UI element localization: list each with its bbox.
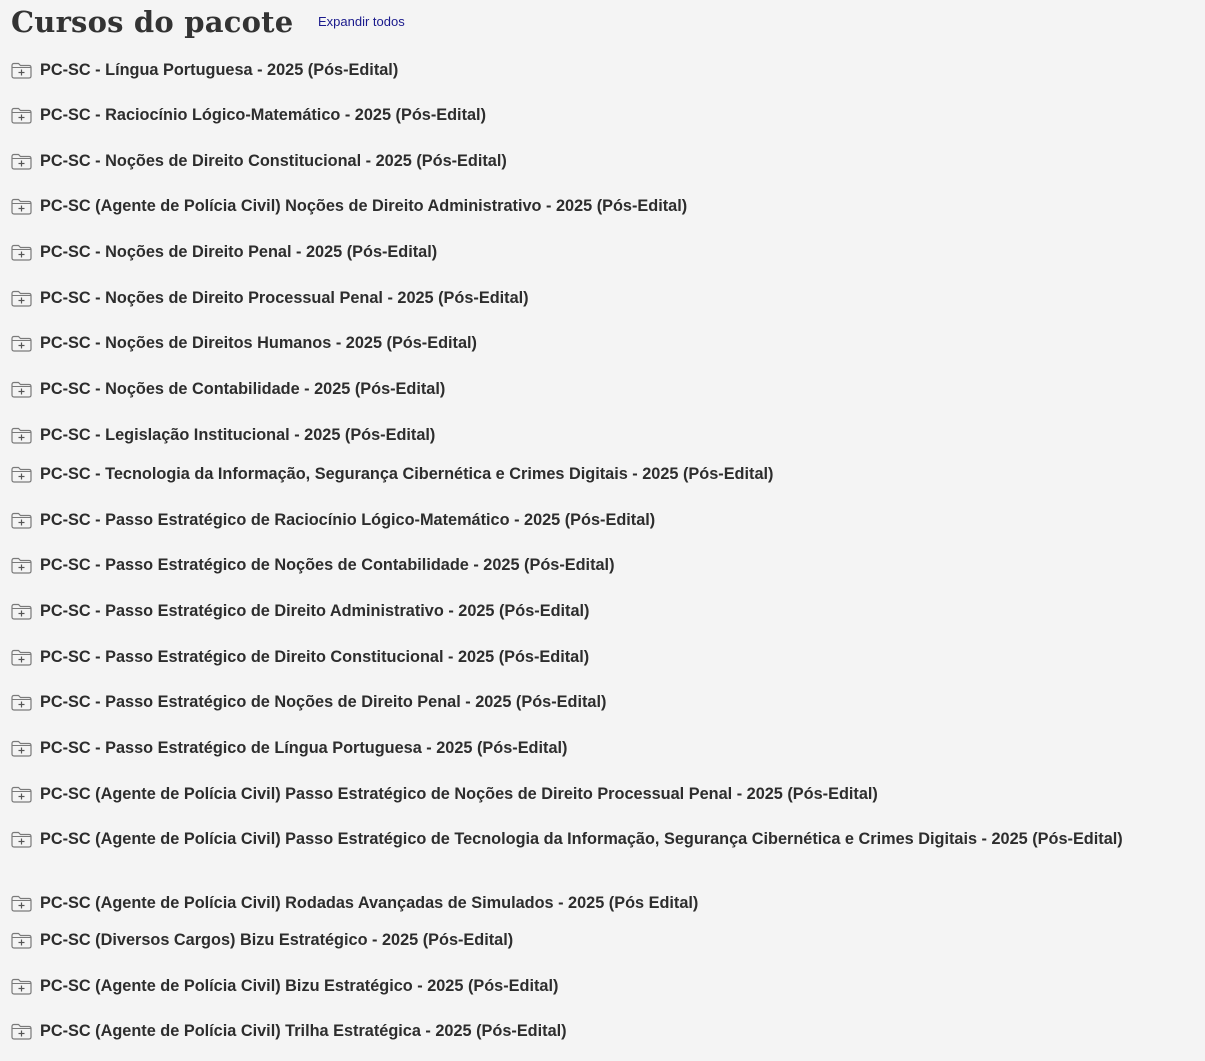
course-label: PC-SC - Noções de Direitos Humanos - 2025 (Pós-Edital) bbox=[40, 334, 477, 352]
folder-plus-icon[interactable] bbox=[11, 831, 32, 848]
course-label: PC-SC - Passo Estratégico de Língua Portuguesa - 2025 (Pós-Edital) bbox=[40, 739, 568, 757]
course-item[interactable] bbox=[11, 243, 1181, 262]
folder-plus-icon[interactable] bbox=[11, 557, 32, 574]
folder-plus-icon[interactable] bbox=[11, 694, 32, 711]
course-item[interactable] bbox=[11, 106, 1181, 125]
folder-plus-icon[interactable] bbox=[11, 932, 32, 949]
course-item[interactable] bbox=[11, 334, 1181, 353]
folder-plus-icon[interactable] bbox=[11, 1023, 32, 1040]
course-item[interactable] bbox=[11, 426, 1181, 445]
course-label: PC-SC (Agente de Polícia Civil) Trilha Estratégica - 2025 (Pós-Edital) bbox=[40, 1022, 567, 1040]
folder-plus-icon[interactable] bbox=[11, 786, 32, 803]
course-label: PC-SC - Raciocínio Lógico-Matemático - 2025 (Pós-Edital) bbox=[40, 106, 486, 124]
folder-plus-icon[interactable] bbox=[11, 603, 32, 620]
course-label: PC-SC - Passo Estratégico de Noções de Contabilidade - 2025 (Pós-Edital) bbox=[40, 556, 615, 574]
folder-plus-icon[interactable] bbox=[11, 978, 32, 995]
folder-plus-icon[interactable] bbox=[11, 512, 32, 529]
folder-plus-icon[interactable] bbox=[11, 290, 32, 307]
course-item[interactable] bbox=[11, 602, 1181, 621]
course-item[interactable] bbox=[11, 152, 1181, 171]
course-item[interactable] bbox=[11, 511, 1181, 530]
course-label: PC-SC - Língua Portuguesa - 2025 (Pós-Edital) bbox=[40, 61, 399, 79]
course-item[interactable] bbox=[11, 61, 1181, 80]
course-label: PC-SC - Noções de Direito Processual Penal - 2025 (Pós-Edital) bbox=[40, 289, 529, 307]
course-label: PC-SC - Passo Estratégico de Direito Constitucional - 2025 (Pós-Edital) bbox=[40, 648, 590, 666]
course-item[interactable] bbox=[11, 830, 1181, 849]
course-label: PC-SC - Tecnologia da Informação, Segurança Cibernética e Crimes Digitais - 2025 (Pós-Edital) bbox=[40, 465, 774, 483]
course-item[interactable] bbox=[11, 648, 1181, 667]
folder-plus-icon[interactable] bbox=[11, 649, 32, 666]
folder-plus-icon[interactable] bbox=[11, 740, 32, 757]
course-label: PC-SC - Passo Estratégico de Noções de Direito Penal - 2025 (Pós-Edital) bbox=[40, 693, 607, 711]
folder-plus-icon[interactable] bbox=[11, 153, 32, 170]
folder-plus-icon[interactable] bbox=[11, 381, 32, 398]
course-item[interactable] bbox=[11, 556, 1181, 575]
expand-all-link[interactable]: Expandir todos bbox=[318, 14, 405, 29]
course-item[interactable] bbox=[11, 380, 1181, 399]
course-item[interactable] bbox=[11, 739, 1181, 758]
course-label: PC-SC (Diversos Cargos) Bizu Estratégico - 2025 (Pós-Edital) bbox=[40, 931, 514, 949]
course-item[interactable] bbox=[11, 693, 1181, 712]
course-item[interactable] bbox=[11, 465, 1181, 484]
course-item[interactable] bbox=[11, 197, 1181, 216]
folder-plus-icon[interactable] bbox=[11, 427, 32, 444]
course-label: PC-SC - Passo Estratégico de Raciocínio Lógico-Matemático - 2025 (Pós-Edital) bbox=[40, 511, 656, 529]
folder-plus-icon[interactable] bbox=[11, 335, 32, 352]
folder-plus-icon[interactable] bbox=[11, 198, 32, 215]
course-label: PC-SC (Agente de Polícia Civil) Rodadas Avançadas de Simulados - 2025 (Pós Edital) bbox=[40, 894, 699, 912]
course-label: PC-SC (Agente de Polícia Civil) Noções de Direito Administrativo - 2025 (Pós-Edital) bbox=[40, 197, 688, 215]
course-label: PC-SC (Agente de Polícia Civil) Passo Estratégico de Noções de Direito Processual Penal - 2025 (Pós-Edital) bbox=[40, 785, 878, 803]
course-item[interactable] bbox=[11, 931, 1181, 950]
course-label: PC-SC - Noções de Contabilidade - 2025 (Pós-Edital) bbox=[40, 380, 446, 398]
course-item[interactable] bbox=[11, 977, 1181, 996]
course-label: PC-SC - Noções de Direito Penal - 2025 (Pós-Edital) bbox=[40, 243, 438, 261]
folder-plus-icon[interactable] bbox=[11, 62, 32, 79]
folder-plus-icon[interactable] bbox=[11, 466, 32, 483]
folder-plus-icon[interactable] bbox=[11, 244, 32, 261]
course-item[interactable] bbox=[11, 894, 1181, 913]
folder-plus-icon[interactable] bbox=[11, 107, 32, 124]
page-title: Cursos do pacote bbox=[11, 5, 294, 39]
course-item[interactable] bbox=[11, 289, 1181, 308]
course-item[interactable] bbox=[11, 785, 1181, 804]
course-label: PC-SC - Passo Estratégico de Direito Administrativo - 2025 (Pós-Edital) bbox=[40, 602, 590, 620]
course-label: PC-SC - Legislação Institucional - 2025 (Pós-Edital) bbox=[40, 426, 436, 444]
folder-plus-icon[interactable] bbox=[11, 895, 32, 912]
course-item[interactable] bbox=[11, 1022, 1181, 1041]
course-label: PC-SC (Agente de Polícia Civil) Passo Estratégico de Tecnologia da Informação, Segurança Cibernética e Crimes Digitais - 2025 (Pós-Edital) bbox=[40, 830, 1123, 848]
course-label: PC-SC - Noções de Direito Constitucional - 2025 (Pós-Edital) bbox=[40, 152, 507, 170]
course-label: PC-SC (Agente de Polícia Civil) Bizu Estratégico - 2025 (Pós-Edital) bbox=[40, 977, 559, 995]
